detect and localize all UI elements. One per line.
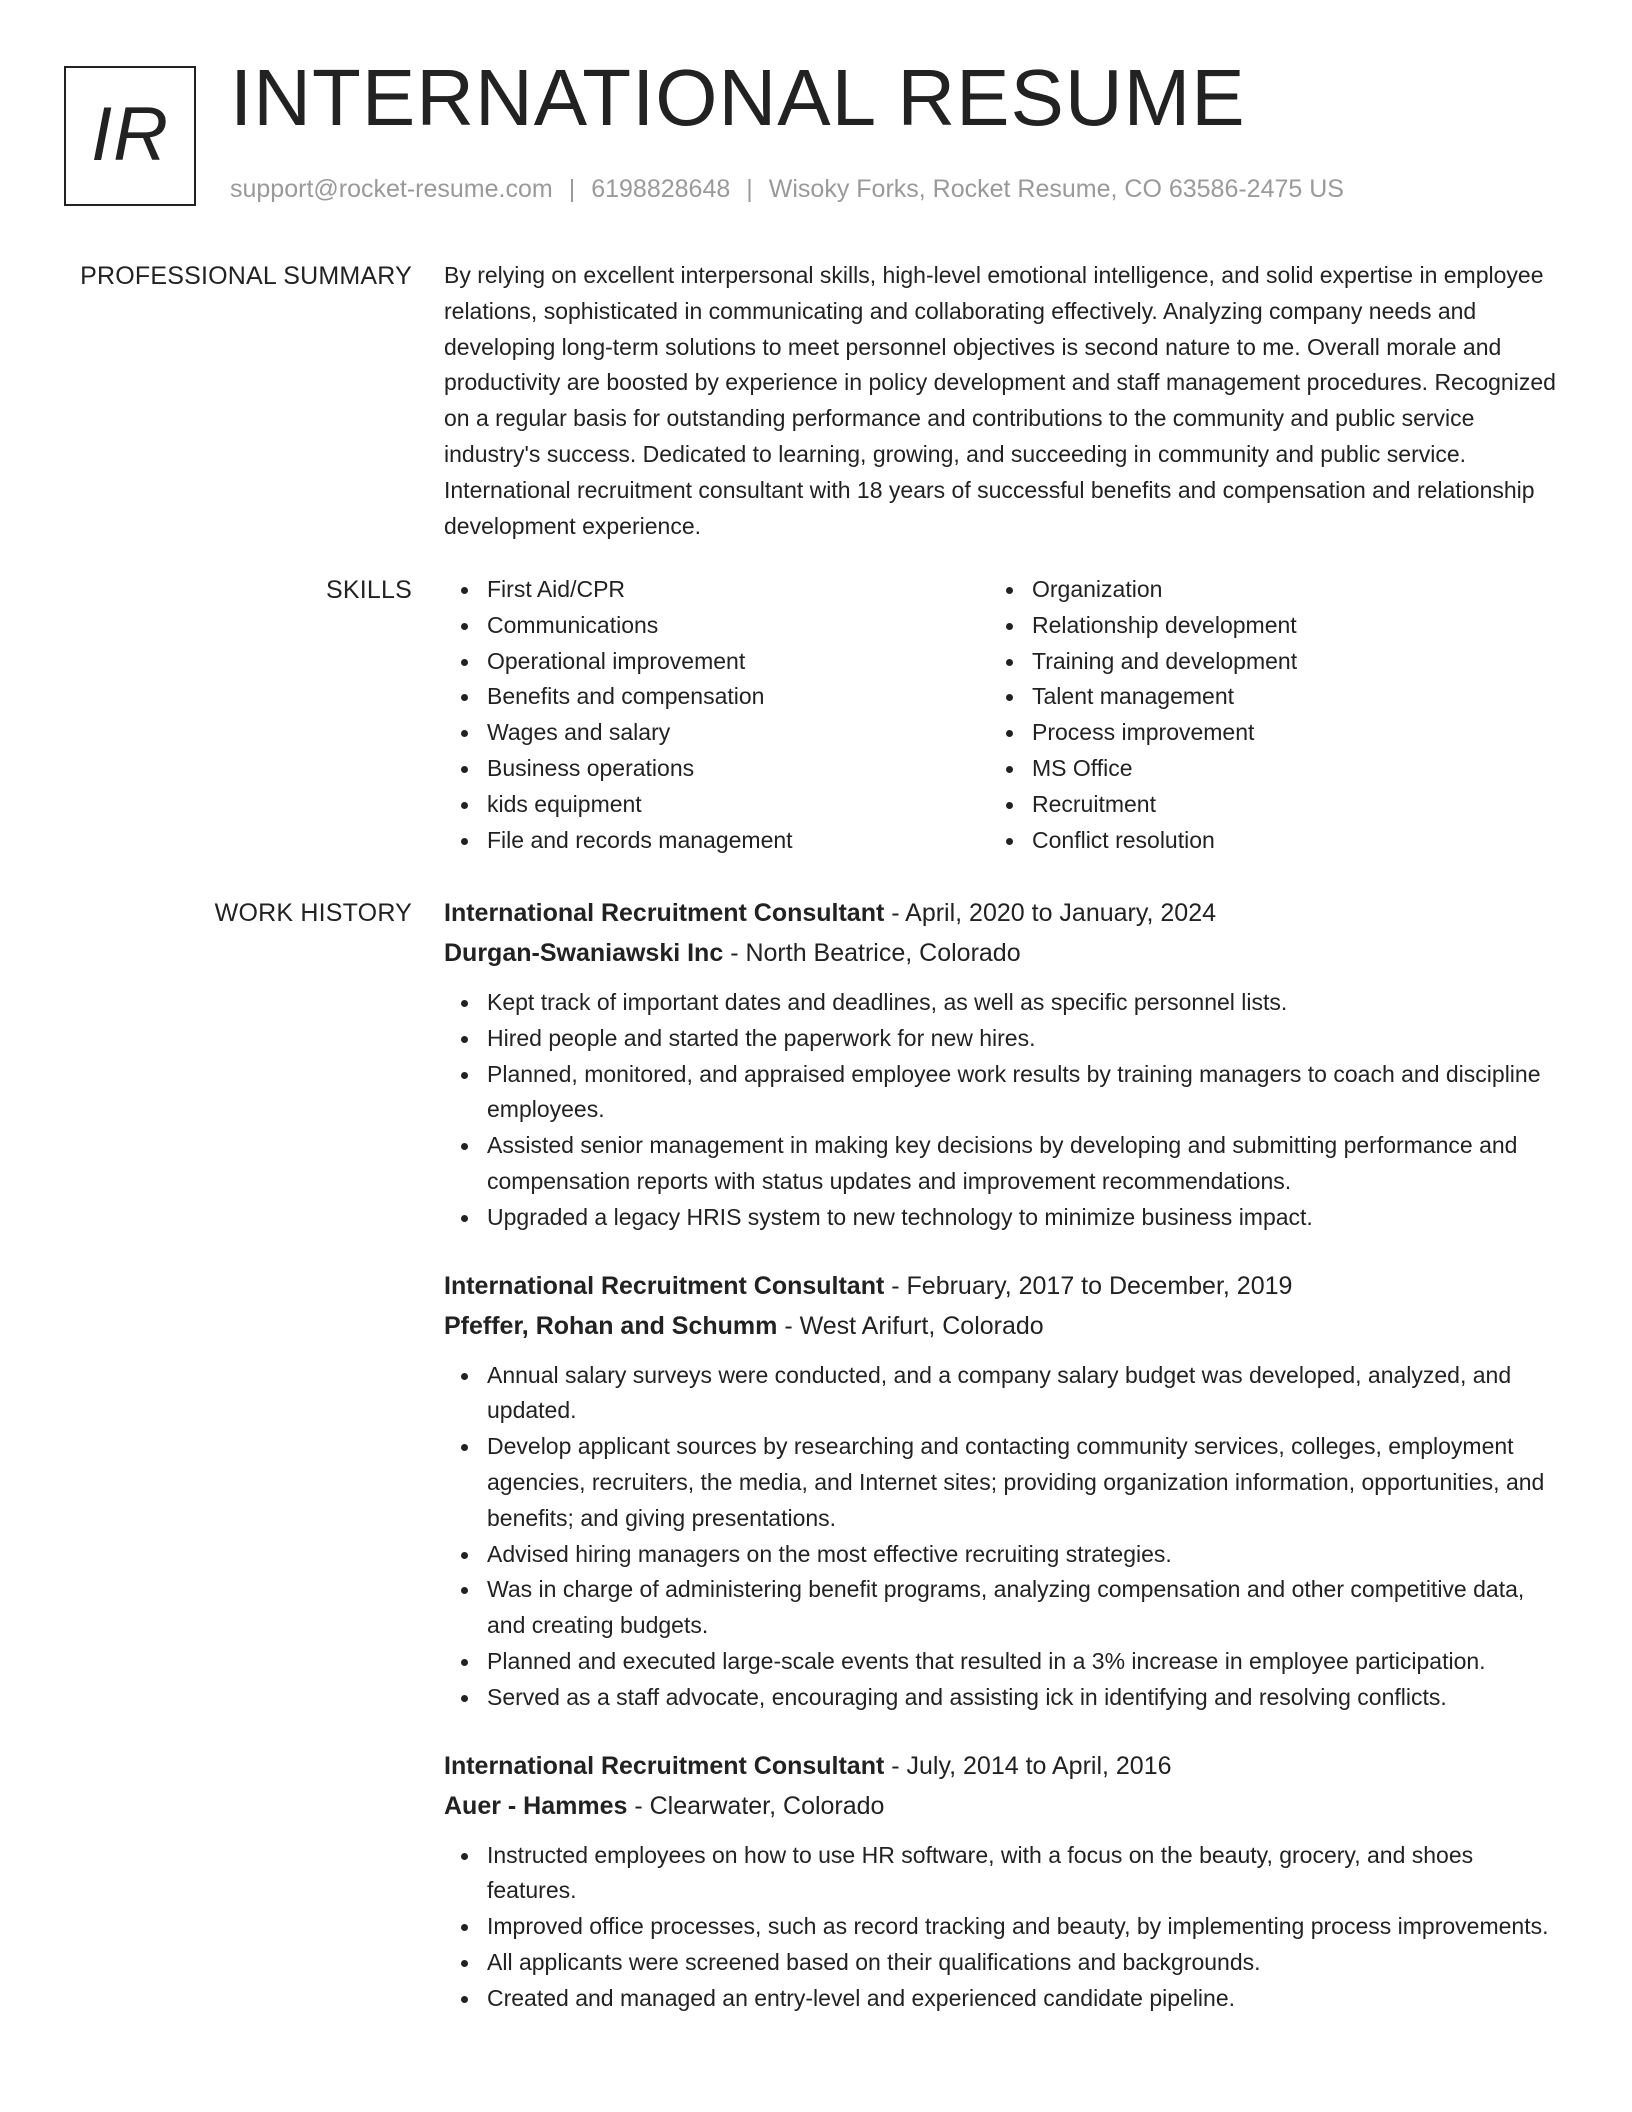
monogram-initials: IR: [91, 91, 169, 177]
job-bullet: Planned and executed large-scale events that resulted in a 3% increase in employee participation.: [487, 1644, 1560, 1680]
skill-item: Wages and salary: [487, 715, 989, 751]
contact-separator: |: [568, 175, 576, 203]
monogram-box: [64, 66, 196, 206]
job-company: Pfeffer, Rohan and Schumm: [444, 1311, 778, 1340]
contact-email: support@rocket-resume.com: [230, 175, 553, 203]
skill-item: Process improvement: [1032, 715, 1534, 751]
skill-item: First Aid/CPR: [487, 572, 989, 608]
skill-item: Recruitment: [1032, 787, 1534, 823]
contact-address: Wisoky Forks, Rocket Resume, CO 63586-2475 US: [768, 175, 1344, 203]
job-entry: [444, 1746, 1560, 2017]
job-bullet: Created and managed an entry-level and experienced candidate pipeline.: [487, 1981, 1560, 2017]
job-title: International Recruitment Consultant: [444, 1751, 885, 1780]
skill-item: File and records management: [487, 823, 989, 859]
job-bullet: Kept track of important dates and deadlines, as well as specific personnel lists.: [487, 985, 1560, 1021]
job-bullets: [444, 1358, 1560, 1716]
skill-item: Relationship development: [1032, 608, 1534, 644]
job-dates: July, 2014 to April, 2016: [906, 1751, 1172, 1780]
job-bullet: Upgraded a legacy HRIS system to new technology to minimize business impact.: [487, 1200, 1560, 1236]
job-entry: [444, 893, 1560, 1236]
job-bullet: All applicants were screened based on their qualifications and backgrounds.: [487, 1945, 1560, 1981]
job-bullet: Annual salary surveys were conducted, and a company salary budget was developed, analyzed, and updated.: [487, 1358, 1560, 1430]
job-bullets: [444, 1838, 1560, 2017]
skill-item: Conflict resolution: [1032, 823, 1534, 859]
job-location: North Beatrice, Colorado: [745, 939, 1021, 967]
skill-item: Communications: [487, 608, 989, 644]
work-body: [444, 893, 1560, 2047]
skill-item: kids equipment: [487, 787, 989, 823]
job-title-line: International Recruitment Consultant - February, 2017 to December, 2019: [444, 1271, 1293, 1300]
job-bullet: Served as a staff advocate, encouraging and assisting ick in identifying and resolving conflicts.: [487, 1680, 1560, 1716]
summary-heading: PROFESSIONAL SUMMARY: [80, 262, 412, 290]
job-bullet: Instructed employees on how to use HR software, with a focus on the beauty, grocery, and shoes features.: [487, 1838, 1560, 1910]
job-title-line: International Recruitment Consultant - July, 2014 to April, 2016: [444, 1751, 1172, 1780]
summary-text: By relying on excellent interpersonal skills, high-level emotional intelligence, and solid expertise in employee relations, sophisticated in communicating and collaborating effectively. Analyzing company needs and developing long-term solutions to meet personnel objectives is second nature to me. Overall morale and productivity are boosted by experience in policy development and staff management procedures. Recognized on a regular basis for outstanding performance and contributions to the community and public service industry's success. Dedicated to learning, growing, and succeeding in community and public service. International recruitment consultant with 18 years of successful benefits and compensation and relationship development experience.: [444, 262, 1556, 539]
job-company-line: Auer - Hammes - Clearwater, Colorado: [444, 1791, 885, 1820]
summary-body: [444, 258, 1560, 544]
skill-item: Business operations: [487, 751, 989, 787]
skill-item: Operational improvement: [487, 644, 989, 680]
skill-item: Benefits and compensation: [487, 679, 989, 715]
contact-line: [230, 177, 1344, 202]
skills-list-right: [989, 572, 1534, 858]
job-company-line: Durgan-Swaniawski Inc - North Beatrice, Colorado: [444, 939, 1021, 967]
job-entry: [444, 1266, 1560, 1716]
job-bullet: Hired people and started the paperwork for new hires.: [487, 1021, 1560, 1057]
job-company: Durgan-Swaniawski Inc: [444, 939, 724, 967]
contact-phone: 6198828648: [591, 175, 731, 203]
job-bullet: Improved office processes, such as record tracking and beauty, by implementing process improvements.: [487, 1909, 1560, 1945]
skill-item: Organization: [1032, 572, 1534, 608]
job-company: Auer - Hammes: [444, 1791, 628, 1820]
job-title: International Recruitment Consultant: [444, 899, 885, 927]
job-bullet: Assisted senior management in making key decisions by developing and submitting performance and compensation reports with status updates and improvement recommendations.: [487, 1128, 1560, 1200]
resume-name: INTERNATIONAL RESUME: [230, 53, 1246, 142]
job-bullet: Planned, monitored, and appraised employee work results by training managers to coach and discipline employees.: [487, 1057, 1560, 1129]
job-title-line: International Recruitment Consultant - April, 2020 to January, 2024: [444, 899, 1217, 927]
job-title: International Recruitment Consultant: [444, 1271, 885, 1300]
job-location: West Arifurt, Colorado: [799, 1311, 1044, 1340]
contact-separator: |: [746, 175, 753, 203]
job-bullet: Was in charge of administering benefit programs, analyzing compensation and other competitive data, and creating budgets.: [487, 1572, 1560, 1644]
skills-grid: [444, 572, 1560, 858]
skill-item: Training and development: [1032, 644, 1534, 680]
job-dates: February, 2017 to December, 2019: [906, 1271, 1293, 1300]
skills-list-left: [444, 572, 989, 858]
job-dates: April, 2020 to January, 2024: [905, 899, 1217, 927]
skills-heading: SKILLS: [326, 576, 412, 604]
work-heading: WORK HISTORY: [214, 899, 412, 927]
job-company-line: Pfeffer, Rohan and Schumm - West Arifurt, Colorado: [444, 1311, 1044, 1340]
job-location: Clearwater, Colorado: [649, 1791, 885, 1820]
job-bullets: [444, 985, 1560, 1236]
skill-item: MS Office: [1032, 751, 1534, 787]
job-bullet: Advised hiring managers on the most effective recruiting strategies.: [487, 1537, 1560, 1573]
skill-item: Talent management: [1032, 679, 1534, 715]
job-bullet: Develop applicant sources by researching and contacting community services, colleges, employment agencies, recruiters, the media, and Internet sites; providing organization information, opportunities, and benefits; and giving presentations.: [487, 1429, 1560, 1536]
